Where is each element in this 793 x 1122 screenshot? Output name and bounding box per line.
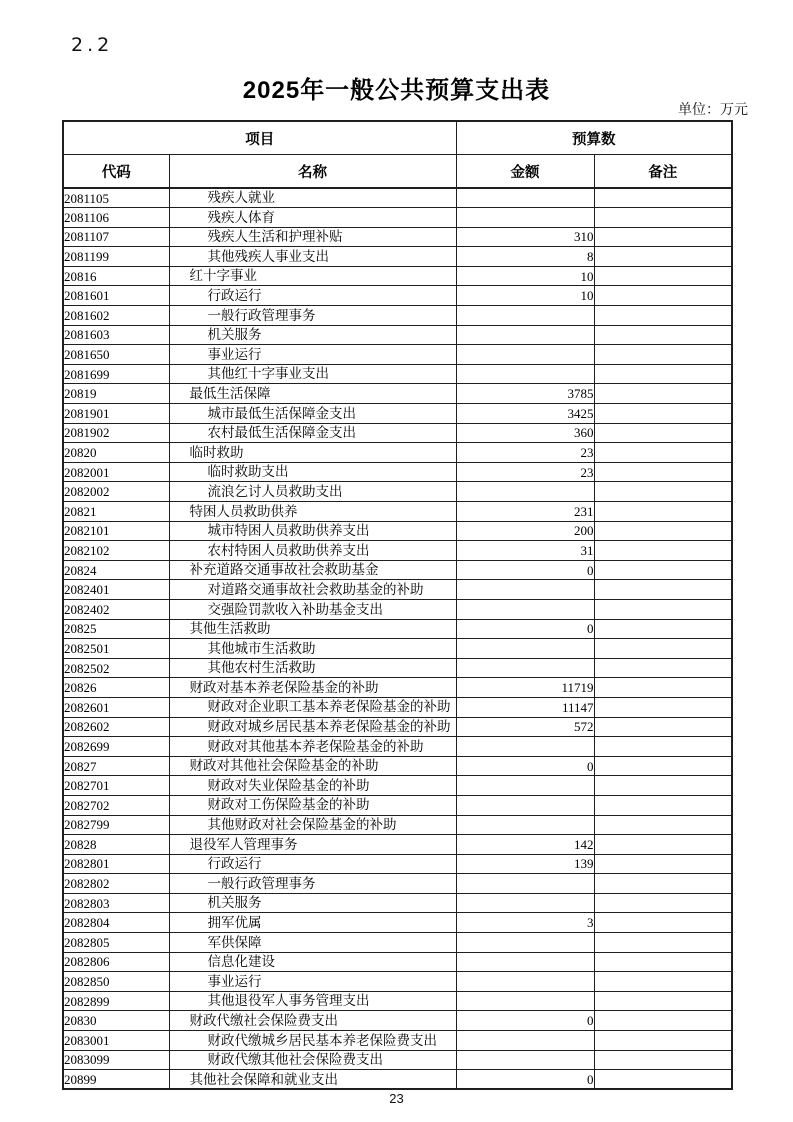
budget-table <box>62 120 733 1090</box>
row-amount-cell <box>456 874 594 894</box>
row-name-cell: 事业运行 <box>169 972 456 992</box>
row-code-cell: 20899 <box>63 1070 169 1090</box>
row-name-cell: 农村最低生活保障金支出 <box>169 423 456 443</box>
row-note-cell <box>594 502 732 522</box>
table-row <box>63 208 732 228</box>
row-name-cell: 其他城市生活救助 <box>169 639 456 659</box>
row-note-cell <box>594 423 732 443</box>
row-note-cell <box>594 560 732 580</box>
row-amount-cell: 23 <box>456 462 594 482</box>
header-col-note: 备注 <box>594 155 732 189</box>
table-row <box>63 306 732 326</box>
row-name-cell: 军供保障 <box>169 933 456 953</box>
row-code-cell: 2082699 <box>63 737 169 757</box>
row-amount-cell <box>456 1050 594 1070</box>
row-note-cell <box>594 345 732 365</box>
row-note-cell <box>594 874 732 894</box>
table-row <box>63 972 732 992</box>
row-amount-cell <box>456 325 594 345</box>
row-name-cell: 拥军优属 <box>169 913 456 933</box>
row-note-cell <box>594 266 732 286</box>
table-row <box>63 521 732 541</box>
table-row <box>63 462 732 482</box>
row-amount-cell: 23 <box>456 443 594 463</box>
table-row <box>63 599 732 619</box>
row-code-cell: 2081602 <box>63 306 169 326</box>
row-note-cell <box>594 521 732 541</box>
row-code-cell: 2082899 <box>63 991 169 1011</box>
section-number: 2.2 <box>71 34 114 56</box>
row-note-cell <box>594 325 732 345</box>
row-amount-cell <box>456 306 594 326</box>
row-name-cell: 临时救助 <box>169 443 456 463</box>
row-amount-cell: 11147 <box>456 697 594 717</box>
row-note-cell <box>594 972 732 992</box>
table-row <box>63 815 732 835</box>
row-code-cell: 2082601 <box>63 697 169 717</box>
row-note-cell <box>594 599 732 619</box>
row-amount-cell: 0 <box>456 619 594 639</box>
row-code-cell: 20821 <box>63 502 169 522</box>
row-code-cell: 2082701 <box>63 776 169 796</box>
table-row <box>63 384 732 404</box>
row-name-cell: 事业运行 <box>169 345 456 365</box>
row-name-cell: 一般行政管理事务 <box>169 306 456 326</box>
row-note-cell <box>594 286 732 306</box>
table-row <box>63 580 732 600</box>
row-name-cell: 一般行政管理事务 <box>169 874 456 894</box>
row-note-cell <box>594 247 732 267</box>
table-row <box>63 835 732 855</box>
table-row <box>63 776 732 796</box>
row-note-cell <box>594 1031 732 1051</box>
row-code-cell: 2082402 <box>63 599 169 619</box>
row-name-cell: 财政对基本养老保险基金的补助 <box>169 678 456 698</box>
table-row <box>63 364 732 384</box>
row-amount-cell <box>456 658 594 678</box>
row-amount-cell: 310 <box>456 227 594 247</box>
row-name-cell: 其他残疾人事业支出 <box>169 247 456 267</box>
table-row <box>63 991 732 1011</box>
table-row <box>63 795 732 815</box>
table-row <box>63 404 732 424</box>
row-name-cell: 财政对工伤保险基金的补助 <box>169 795 456 815</box>
row-name-cell: 财政对企业职工基本养老保险基金的补助 <box>169 697 456 717</box>
row-amount-cell <box>456 345 594 365</box>
table-row <box>63 541 732 561</box>
row-name-cell: 行政运行 <box>169 286 456 306</box>
row-code-cell: 2082602 <box>63 717 169 737</box>
row-amount-cell: 0 <box>456 1011 594 1031</box>
table-row <box>63 325 732 345</box>
row-note-cell <box>594 188 732 208</box>
row-name-cell: 流浪乞讨人员救助支出 <box>169 482 456 502</box>
page-number: 23 <box>389 1091 404 1106</box>
table-row <box>63 737 732 757</box>
row-name-cell: 财政对其他基本养老保险基金的补助 <box>169 737 456 757</box>
table-row <box>63 502 732 522</box>
row-amount-cell: 10 <box>456 266 594 286</box>
row-amount-cell <box>456 639 594 659</box>
row-note-cell <box>594 776 732 796</box>
row-note-cell <box>594 756 732 776</box>
row-amount-cell <box>456 893 594 913</box>
row-name-cell: 农村特困人员救助供养支出 <box>169 541 456 561</box>
row-code-cell: 20830 <box>63 1011 169 1031</box>
row-note-cell <box>594 893 732 913</box>
table-row <box>63 1070 732 1090</box>
row-code-cell: 20824 <box>63 560 169 580</box>
row-note-cell <box>594 795 732 815</box>
row-amount-cell: 31 <box>456 541 594 561</box>
row-amount-cell <box>456 972 594 992</box>
row-amount-cell <box>456 364 594 384</box>
row-name-cell: 行政运行 <box>169 854 456 874</box>
row-amount-cell <box>456 952 594 972</box>
table-row <box>63 188 732 208</box>
row-name-cell: 最低生活保障 <box>169 384 456 404</box>
row-code-cell: 2082801 <box>63 854 169 874</box>
row-code-cell: 20828 <box>63 835 169 855</box>
row-code-cell: 2082002 <box>63 482 169 502</box>
row-note-cell <box>594 1070 732 1090</box>
row-note-cell <box>594 541 732 561</box>
table-row <box>63 286 732 306</box>
row-note-cell <box>594 384 732 404</box>
row-name-cell: 补充道路交通事故社会救助基金 <box>169 560 456 580</box>
row-code-cell: 2082102 <box>63 541 169 561</box>
table-row <box>63 678 732 698</box>
table-row <box>63 952 732 972</box>
row-name-cell: 其他退役军人事务管理支出 <box>169 991 456 1011</box>
row-name-cell: 其他农村生活救助 <box>169 658 456 678</box>
row-amount-cell: 0 <box>456 560 594 580</box>
table-row <box>63 482 732 502</box>
table-header <box>63 121 732 188</box>
row-note-cell <box>594 678 732 698</box>
row-note-cell <box>594 306 732 326</box>
row-code-cell: 2082806 <box>63 952 169 972</box>
row-amount-cell: 3425 <box>456 404 594 424</box>
row-note-cell <box>594 1050 732 1070</box>
row-code-cell: 2081699 <box>63 364 169 384</box>
row-amount-cell <box>456 815 594 835</box>
table-row <box>63 874 732 894</box>
row-code-cell: 2083001 <box>63 1031 169 1051</box>
table-row <box>63 227 732 247</box>
row-code-cell: 2081650 <box>63 345 169 365</box>
row-amount-cell: 139 <box>456 854 594 874</box>
header-col-code: 代码 <box>63 155 169 189</box>
row-name-cell: 特困人员救助供养 <box>169 502 456 522</box>
header-group-item: 项目 <box>63 121 456 155</box>
row-code-cell: 2081199 <box>63 247 169 267</box>
table-row <box>63 697 732 717</box>
row-code-cell: 2082802 <box>63 874 169 894</box>
row-code-cell: 2082799 <box>63 815 169 835</box>
row-amount-cell: 8 <box>456 247 594 267</box>
row-name-cell: 残疾人体育 <box>169 208 456 228</box>
row-name-cell: 临时救助支出 <box>169 462 456 482</box>
row-amount-cell <box>456 599 594 619</box>
row-name-cell: 财政对失业保险基金的补助 <box>169 776 456 796</box>
row-note-cell <box>594 913 732 933</box>
row-code-cell: 2081106 <box>63 208 169 228</box>
row-name-cell: 其他红十字事业支出 <box>169 364 456 384</box>
row-amount-cell: 3 <box>456 913 594 933</box>
row-code-cell: 2081105 <box>63 188 169 208</box>
row-name-cell: 财政代缴其他社会保险费支出 <box>169 1050 456 1070</box>
header-group-budget: 预算数 <box>456 121 732 155</box>
row-amount-cell <box>456 991 594 1011</box>
row-amount-cell <box>456 482 594 502</box>
row-note-cell <box>594 697 732 717</box>
row-note-cell <box>594 991 732 1011</box>
header-group-row <box>63 121 732 155</box>
table-row <box>63 560 732 580</box>
row-name-cell: 城市特困人员救助供养支出 <box>169 521 456 541</box>
table-row <box>63 266 732 286</box>
row-code-cell: 2082501 <box>63 639 169 659</box>
row-note-cell <box>594 933 732 953</box>
row-amount-cell: 200 <box>456 521 594 541</box>
table-row <box>63 423 732 443</box>
row-amount-cell <box>456 580 594 600</box>
row-amount-cell <box>456 1031 594 1051</box>
table-row <box>63 1050 732 1070</box>
row-code-cell: 2081107 <box>63 227 169 247</box>
row-code-cell: 2083099 <box>63 1050 169 1070</box>
table-row <box>63 658 732 678</box>
row-name-cell: 财政代缴社会保险费支出 <box>169 1011 456 1031</box>
row-note-cell <box>594 227 732 247</box>
row-note-cell <box>594 835 732 855</box>
table-row <box>63 1011 732 1031</box>
row-name-cell: 财政对其他社会保险基金的补助 <box>169 756 456 776</box>
row-name-cell: 机关服务 <box>169 325 456 345</box>
row-amount-cell: 142 <box>456 835 594 855</box>
row-amount-cell <box>456 795 594 815</box>
table-row <box>63 639 732 659</box>
table-row <box>63 247 732 267</box>
row-code-cell: 2082803 <box>63 893 169 913</box>
row-name-cell: 残疾人生活和护理补贴 <box>169 227 456 247</box>
row-note-cell <box>594 815 732 835</box>
row-name-cell: 其他生活救助 <box>169 619 456 639</box>
row-amount-cell <box>456 208 594 228</box>
header-col-amount: 金额 <box>456 155 594 189</box>
row-amount-cell <box>456 933 594 953</box>
row-code-cell: 2082850 <box>63 972 169 992</box>
table-row <box>63 913 732 933</box>
row-name-cell: 信息化建设 <box>169 952 456 972</box>
table-row <box>63 893 732 913</box>
table-body <box>63 188 732 1089</box>
row-name-cell: 交强险罚款收入补助基金支出 <box>169 599 456 619</box>
row-note-cell <box>594 639 732 659</box>
row-code-cell: 20819 <box>63 384 169 404</box>
row-note-cell <box>594 462 732 482</box>
row-amount-cell: 360 <box>456 423 594 443</box>
row-code-cell: 2081603 <box>63 325 169 345</box>
row-amount-cell: 10 <box>456 286 594 306</box>
row-amount-cell: 0 <box>456 756 594 776</box>
row-amount-cell <box>456 776 594 796</box>
row-note-cell <box>594 482 732 502</box>
row-code-cell: 2082001 <box>63 462 169 482</box>
row-amount-cell <box>456 737 594 757</box>
table-row <box>63 345 732 365</box>
row-code-cell: 2082101 <box>63 521 169 541</box>
table-row <box>63 933 732 953</box>
row-name-cell: 机关服务 <box>169 893 456 913</box>
row-code-cell: 2082805 <box>63 933 169 953</box>
row-name-cell: 财政代缴城乡居民基本养老保险费支出 <box>169 1031 456 1051</box>
table-row <box>63 443 732 463</box>
table-row <box>63 1031 732 1051</box>
header-cols-row <box>63 155 732 189</box>
row-code-cell: 2082804 <box>63 913 169 933</box>
row-amount-cell: 231 <box>456 502 594 522</box>
row-note-cell <box>594 717 732 737</box>
row-note-cell <box>594 737 732 757</box>
row-name-cell: 退役军人管理事务 <box>169 835 456 855</box>
row-name-cell: 城市最低生活保障金支出 <box>169 404 456 424</box>
table-row <box>63 854 732 874</box>
row-code-cell: 2082502 <box>63 658 169 678</box>
page-title: 2025年一般公共预算支出表 <box>242 77 551 104</box>
row-code-cell: 20820 <box>63 443 169 463</box>
row-note-cell <box>594 580 732 600</box>
row-note-cell <box>594 208 732 228</box>
row-amount-cell: 0 <box>456 1070 594 1090</box>
table-row <box>63 619 732 639</box>
row-note-cell <box>594 854 732 874</box>
row-code-cell: 20826 <box>63 678 169 698</box>
row-note-cell <box>594 1011 732 1031</box>
row-note-cell <box>594 619 732 639</box>
row-amount-cell <box>456 188 594 208</box>
row-amount-cell: 572 <box>456 717 594 737</box>
row-code-cell: 2082702 <box>63 795 169 815</box>
row-amount-cell: 11719 <box>456 678 594 698</box>
row-code-cell: 2081901 <box>63 404 169 424</box>
row-note-cell <box>594 404 732 424</box>
row-code-cell: 2081601 <box>63 286 169 306</box>
row-code-cell: 2082401 <box>63 580 169 600</box>
header-col-name: 名称 <box>169 155 456 189</box>
row-name-cell: 其他社会保障和就业支出 <box>169 1070 456 1090</box>
table-row <box>63 756 732 776</box>
row-code-cell: 20827 <box>63 756 169 776</box>
row-name-cell: 其他财政对社会保险基金的补助 <box>169 815 456 835</box>
row-note-cell <box>594 364 732 384</box>
unit-label: 单位：万元 <box>678 103 748 118</box>
row-amount-cell: 3785 <box>456 384 594 404</box>
row-code-cell: 20825 <box>63 619 169 639</box>
row-code-cell: 20816 <box>63 266 169 286</box>
row-note-cell <box>594 952 732 972</box>
row-note-cell <box>594 658 732 678</box>
row-name-cell: 财政对城乡居民基本养老保险基金的补助 <box>169 717 456 737</box>
table-row <box>63 717 732 737</box>
row-name-cell: 对道路交通事故社会救助基金的补助 <box>169 580 456 600</box>
row-name-cell: 红十字事业 <box>169 266 456 286</box>
row-note-cell <box>594 443 732 463</box>
row-code-cell: 2081902 <box>63 423 169 443</box>
row-name-cell: 残疾人就业 <box>169 188 456 208</box>
